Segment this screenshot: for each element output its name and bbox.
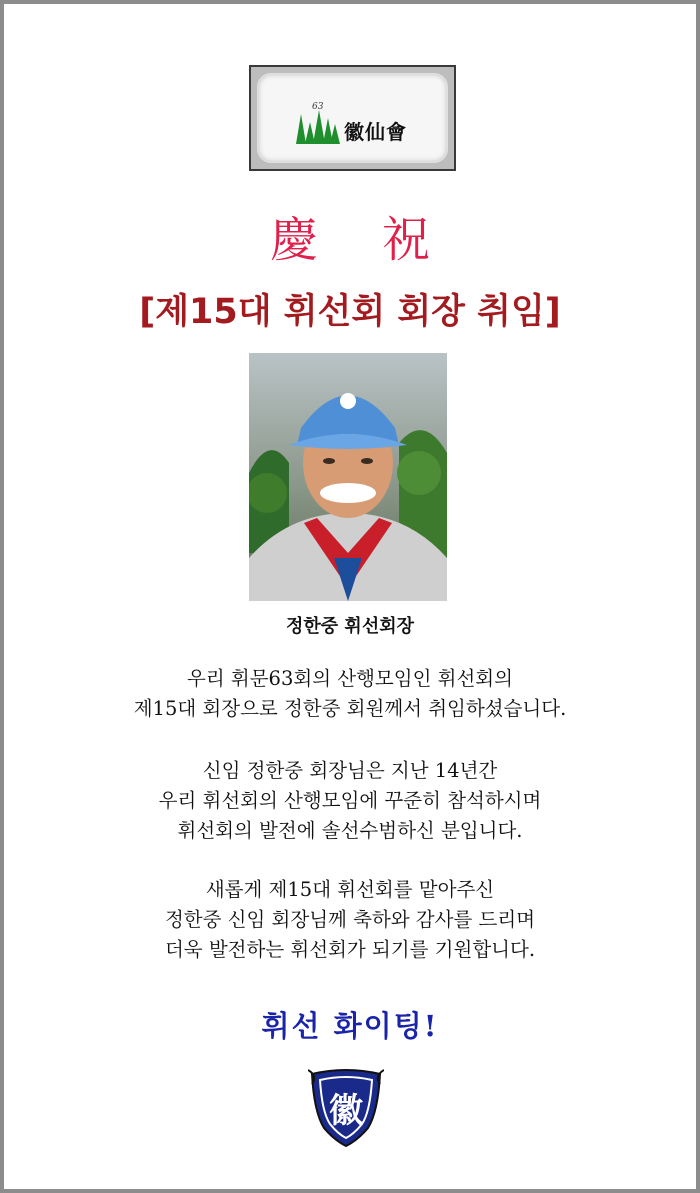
paragraph-line: 우리 휘선회의 산행모임에 꾸준히 참석하시며: [158, 789, 542, 812]
congratulations-title: 慶祝: [269, 212, 494, 268]
paragraph-2: [4, 756, 696, 846]
cheer-slogan: 휘선 화이팅!: [261, 1009, 439, 1043]
paragraph-1: [4, 664, 696, 724]
portrait-image: [249, 353, 447, 601]
paragraph-line: 더욱 발전하는 휘선회가 되기를 기원합니다.: [164, 938, 536, 961]
emblem-glyph: 徽: [329, 1091, 363, 1131]
paragraph-line: 우리 휘문63회의 산행모임인 휘선회의: [187, 667, 513, 690]
photo-caption: 정한중 휘선회장: [286, 616, 414, 637]
paragraph-line: 새롭게 제15대 휘선회를 맡아주신: [205, 878, 495, 901]
paragraph-line: 휘선회의 발전에 솔선수범하신 분입니다.: [177, 819, 523, 842]
page: [4, 4, 696, 1189]
paragraph-line: 제15대 회장으로 정한중 회원께서 취임하셨습니다.: [133, 697, 567, 720]
logo-text: 徽仙會: [344, 120, 407, 144]
paragraph-line: 정한중 신임 회장님께 축하와 감사를 드리며: [164, 908, 536, 931]
logo-number: 63: [312, 102, 324, 112]
club-logo: [249, 65, 456, 171]
inauguration-subtitle: [제15대 휘선회 회장 취임]: [139, 292, 561, 332]
logo-panel: [257, 73, 448, 163]
president-photo: [249, 353, 447, 601]
paragraph-3: [4, 875, 696, 965]
school-emblem-icon: [308, 1066, 384, 1148]
paragraph-line: 신임 정한중 회장님은 지난 14년간: [202, 759, 498, 782]
